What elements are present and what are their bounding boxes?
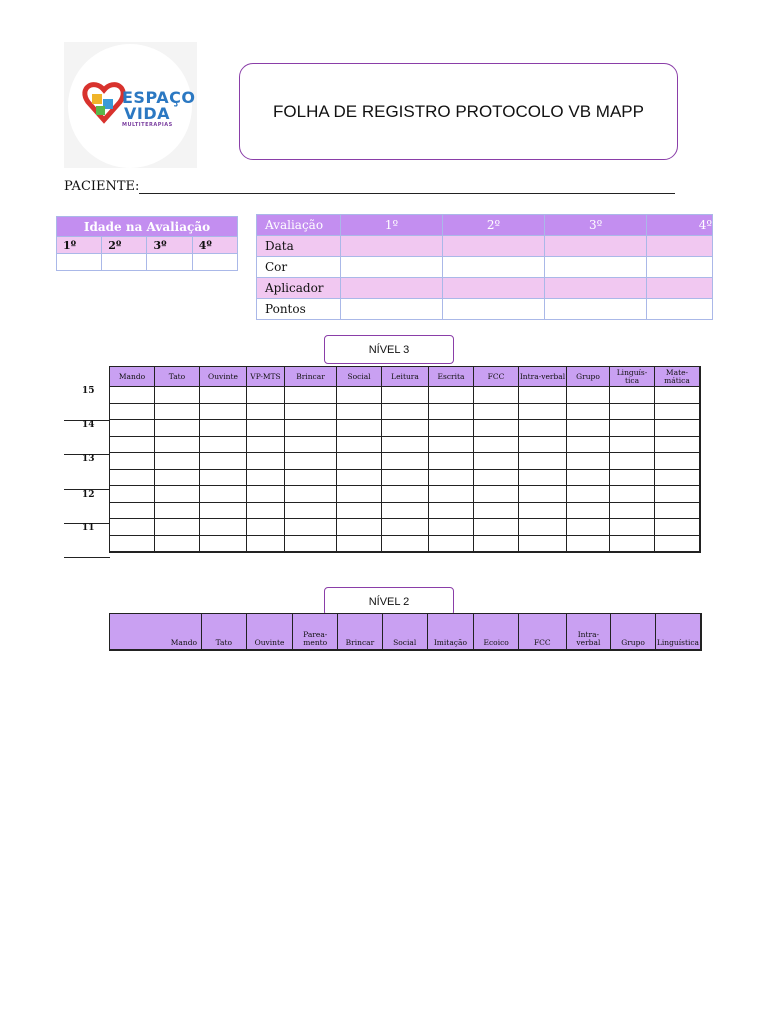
score-cell[interactable] [155,519,200,536]
score-cell[interactable] [337,403,382,420]
nivel-2-col-header: Ouvinte [246,614,293,651]
nivel-2-col-header: Linguística [655,614,701,651]
avaliacao-row-label: Data [257,236,341,257]
nivel-2-col-header: FCC [519,614,567,651]
nivel-3-label: NÍVEL 3 [324,335,454,364]
avaliacao-cell[interactable] [443,257,545,278]
score-cell[interactable] [285,420,337,437]
score-cell[interactable] [247,403,285,420]
nivel-3-col-header: Brincar [285,367,337,387]
nivel-3-col-header: VP-MTS [247,367,285,387]
avaliacao-row-label: Cor [257,257,341,278]
avaliacao-cell[interactable] [545,236,647,257]
score-cell[interactable] [110,436,155,453]
score-cell[interactable] [429,387,474,404]
score-cell[interactable] [567,453,610,470]
score-cell[interactable] [519,387,567,404]
score-cell[interactable] [519,519,567,536]
score-cell[interactable] [247,519,285,536]
level-number-11: 11 [82,523,95,533]
score-cell[interactable] [200,387,247,404]
avaliacao-cell[interactable] [647,278,713,299]
avaliacao-cell[interactable] [443,236,545,257]
idade-cell[interactable] [57,254,102,271]
score-cell[interactable] [382,535,429,552]
score-cell[interactable] [382,469,429,486]
nivel-2-label: NÍVEL 2 [324,587,454,616]
nivel-3-col-header: Ouvinte [200,367,247,387]
score-cell[interactable] [110,535,155,552]
avaliacao-col-1: 1º [340,215,442,236]
score-cell[interactable] [655,403,701,420]
score-cell[interactable] [382,453,429,470]
nivel-2-col-header: Mando [110,614,202,651]
idade-col-2: 2º [102,237,147,254]
score-cell[interactable] [519,453,567,470]
score-cell[interactable] [655,535,701,552]
avaliacao-cell[interactable] [647,299,713,320]
score-cell[interactable] [429,403,474,420]
nivel-2-col-header: Intra-verbal [566,614,611,651]
score-cell[interactable] [429,420,474,437]
score-cell[interactable] [429,469,474,486]
score-row [110,469,701,486]
nivel-2-col-header: Ecoico [474,614,519,651]
nivel-2-col-header: Imitação [427,614,474,651]
score-cell[interactable] [655,436,701,453]
score-cell[interactable] [567,469,610,486]
nivel-3-col-header: Escrita [429,367,474,387]
score-cell[interactable] [429,519,474,536]
score-cell[interactable] [429,535,474,552]
score-cell[interactable] [337,453,382,470]
score-cell[interactable] [567,387,610,404]
level-number-12: 12 [82,490,95,500]
score-row [110,436,701,453]
level-divider [64,557,110,558]
avaliacao-cell[interactable] [545,257,647,278]
score-cell[interactable] [337,420,382,437]
score-cell[interactable] [519,486,567,503]
avaliacao-cell[interactable] [340,278,442,299]
score-cell[interactable] [155,420,200,437]
score-cell[interactable] [337,535,382,552]
score-cell[interactable] [567,420,610,437]
score-row [110,519,701,536]
score-cell[interactable] [382,420,429,437]
avaliacao-cell[interactable] [340,257,442,278]
score-cell[interactable] [155,486,200,503]
idade-col-4: 4º [192,237,237,254]
score-cell[interactable] [200,420,247,437]
patient-name-field[interactable] [139,193,675,194]
score-cell[interactable] [429,502,474,519]
score-cell[interactable] [337,469,382,486]
nivel-3-col-header: Mando [110,367,155,387]
score-cell[interactable] [110,387,155,404]
score-cell[interactable] [474,420,519,437]
score-cell[interactable] [337,502,382,519]
score-row [110,502,701,519]
score-cell[interactable] [655,469,701,486]
score-cell[interactable] [200,502,247,519]
avaliacao-col-3: 3º [545,215,647,236]
score-cell[interactable] [519,535,567,552]
score-cell[interactable] [247,502,285,519]
score-cell[interactable] [610,535,655,552]
score-cell[interactable] [337,436,382,453]
score-cell[interactable] [285,453,337,470]
avaliacao-cell[interactable] [340,299,442,320]
score-cell[interactable] [567,535,610,552]
idade-table [56,216,238,271]
avaliacao-cell[interactable] [340,236,442,257]
score-cell[interactable] [519,469,567,486]
score-cell[interactable] [110,519,155,536]
avaliacao-cell[interactable] [545,299,647,320]
score-cell[interactable] [382,519,429,536]
score-cell[interactable] [519,436,567,453]
nivel-3-col-header: Social [337,367,382,387]
nivel-3-col-header: Linguís-tica [610,367,655,387]
logo-text-espaco: ESPAÇO [122,88,196,107]
level-number-15: 15 [82,386,95,396]
logo-text-multiterapias: MULTITERAPIAS [122,122,173,128]
score-cell[interactable] [474,469,519,486]
score-cell[interactable] [155,469,200,486]
nivel-3-col-header: FCC [474,367,519,387]
score-cell[interactable] [655,502,701,519]
score-cell[interactable] [655,453,701,470]
score-cell[interactable] [110,453,155,470]
score-cell[interactable] [200,486,247,503]
avaliacao-header: Avaliação [257,215,341,236]
score-cell[interactable] [567,403,610,420]
score-cell[interactable] [247,535,285,552]
score-cell[interactable] [285,535,337,552]
score-cell[interactable] [655,420,701,437]
score-cell[interactable] [285,387,337,404]
score-cell[interactable] [610,403,655,420]
score-cell[interactable] [610,387,655,404]
avaliacao-col-4: 4º [647,215,713,236]
nivel-3-col-header: Grupo [567,367,610,387]
score-cell[interactable] [200,403,247,420]
score-cell[interactable] [567,519,610,536]
avaliacao-row-label: Aplicador [257,278,341,299]
score-cell[interactable] [285,436,337,453]
avaliacao-cell[interactable] [443,278,545,299]
score-cell[interactable] [610,486,655,503]
avaliacao-table [256,214,713,320]
score-cell[interactable] [382,502,429,519]
score-cell[interactable] [247,387,285,404]
score-cell[interactable] [382,436,429,453]
score-cell[interactable] [610,502,655,519]
avaliacao-cell[interactable] [647,236,713,257]
level-number-13: 13 [82,454,95,464]
level-number-14: 14 [82,420,95,430]
score-cell[interactable] [567,436,610,453]
idade-header: Idade na Avaliação [57,217,238,237]
score-cell[interactable] [474,535,519,552]
score-cell[interactable] [474,436,519,453]
score-cell[interactable] [429,453,474,470]
nivel-2-col-header: Parea-mento [293,614,338,651]
score-cell[interactable] [200,436,247,453]
score-cell[interactable] [474,486,519,503]
nivel-3-col-header: Leitura [382,367,429,387]
score-cell[interactable] [200,453,247,470]
score-cell[interactable] [474,519,519,536]
idade-col-1: 1º [57,237,102,254]
score-cell[interactable] [200,469,247,486]
nivel-3-col-header: Tato [155,367,200,387]
score-row [110,535,701,552]
score-cell[interactable] [110,403,155,420]
score-row [110,403,701,420]
score-cell[interactable] [567,486,610,503]
idade-cell[interactable] [147,254,192,271]
score-cell[interactable] [429,436,474,453]
avaliacao-cell[interactable] [443,299,545,320]
score-cell[interactable] [155,403,200,420]
score-cell[interactable] [110,469,155,486]
idade-cell[interactable] [102,254,147,271]
score-row [110,486,701,503]
nivel-3-col-header: Intra-verbal [519,367,567,387]
nivel-2-col-header: Brincar [338,614,383,651]
score-cell[interactable] [337,387,382,404]
score-cell[interactable] [247,486,285,503]
score-cell[interactable] [110,502,155,519]
score-cell[interactable] [337,519,382,536]
idade-cell[interactable] [192,254,237,271]
idade-col-3: 3º [147,237,192,254]
score-cell[interactable] [155,436,200,453]
score-row [110,420,701,437]
score-cell[interactable] [610,469,655,486]
score-cell[interactable] [474,403,519,420]
score-cell[interactable] [155,453,200,470]
score-cell[interactable] [655,519,701,536]
score-cell[interactable] [519,502,567,519]
score-cell[interactable] [655,486,701,503]
score-cell[interactable] [247,453,285,470]
score-cell[interactable] [610,436,655,453]
score-row [110,387,701,404]
score-cell[interactable] [382,486,429,503]
score-cell[interactable] [610,519,655,536]
avaliacao-cell[interactable] [545,278,647,299]
score-cell[interactable] [155,387,200,404]
nivel-2-col-header: Social [382,614,427,651]
score-row [110,453,701,470]
score-cell[interactable] [610,453,655,470]
score-cell[interactable] [382,387,429,404]
score-cell[interactable] [655,387,701,404]
score-cell[interactable] [285,469,337,486]
logo-text-vida: VIDA [124,104,170,123]
score-cell[interactable] [337,486,382,503]
nivel-3-col-header: Mate-mática [655,367,701,387]
score-cell[interactable] [474,502,519,519]
nivel-3-grid [109,366,701,553]
score-cell[interactable] [200,535,247,552]
score-cell[interactable] [382,403,429,420]
score-cell[interactable] [474,453,519,470]
nivel-2-col-header: Tato [202,614,247,651]
score-cell[interactable] [247,436,285,453]
avaliacao-row-label: Pontos [257,299,341,320]
nivel-2-col-header: Grupo [611,614,656,651]
score-cell[interactable] [247,420,285,437]
score-cell[interactable] [285,502,337,519]
score-cell[interactable] [155,535,200,552]
score-cell[interactable] [519,403,567,420]
score-cell[interactable] [429,486,474,503]
score-cell[interactable] [285,403,337,420]
score-cell[interactable] [610,420,655,437]
score-cell[interactable] [247,469,285,486]
avaliacao-cell[interactable] [647,257,713,278]
score-cell[interactable] [285,486,337,503]
score-cell[interactable] [285,519,337,536]
score-cell[interactable] [519,420,567,437]
avaliacao-col-2: 2º [443,215,545,236]
score-cell[interactable] [110,420,155,437]
page-title: FOLHA DE REGISTRO PROTOCOLO VB MAPP [239,63,678,160]
score-cell[interactable] [474,387,519,404]
score-cell[interactable] [110,486,155,503]
score-cell[interactable] [567,502,610,519]
patient-label: PACIENTE: [64,179,140,194]
score-cell[interactable] [200,519,247,536]
nivel-2-grid [109,613,702,651]
score-cell[interactable] [155,502,200,519]
